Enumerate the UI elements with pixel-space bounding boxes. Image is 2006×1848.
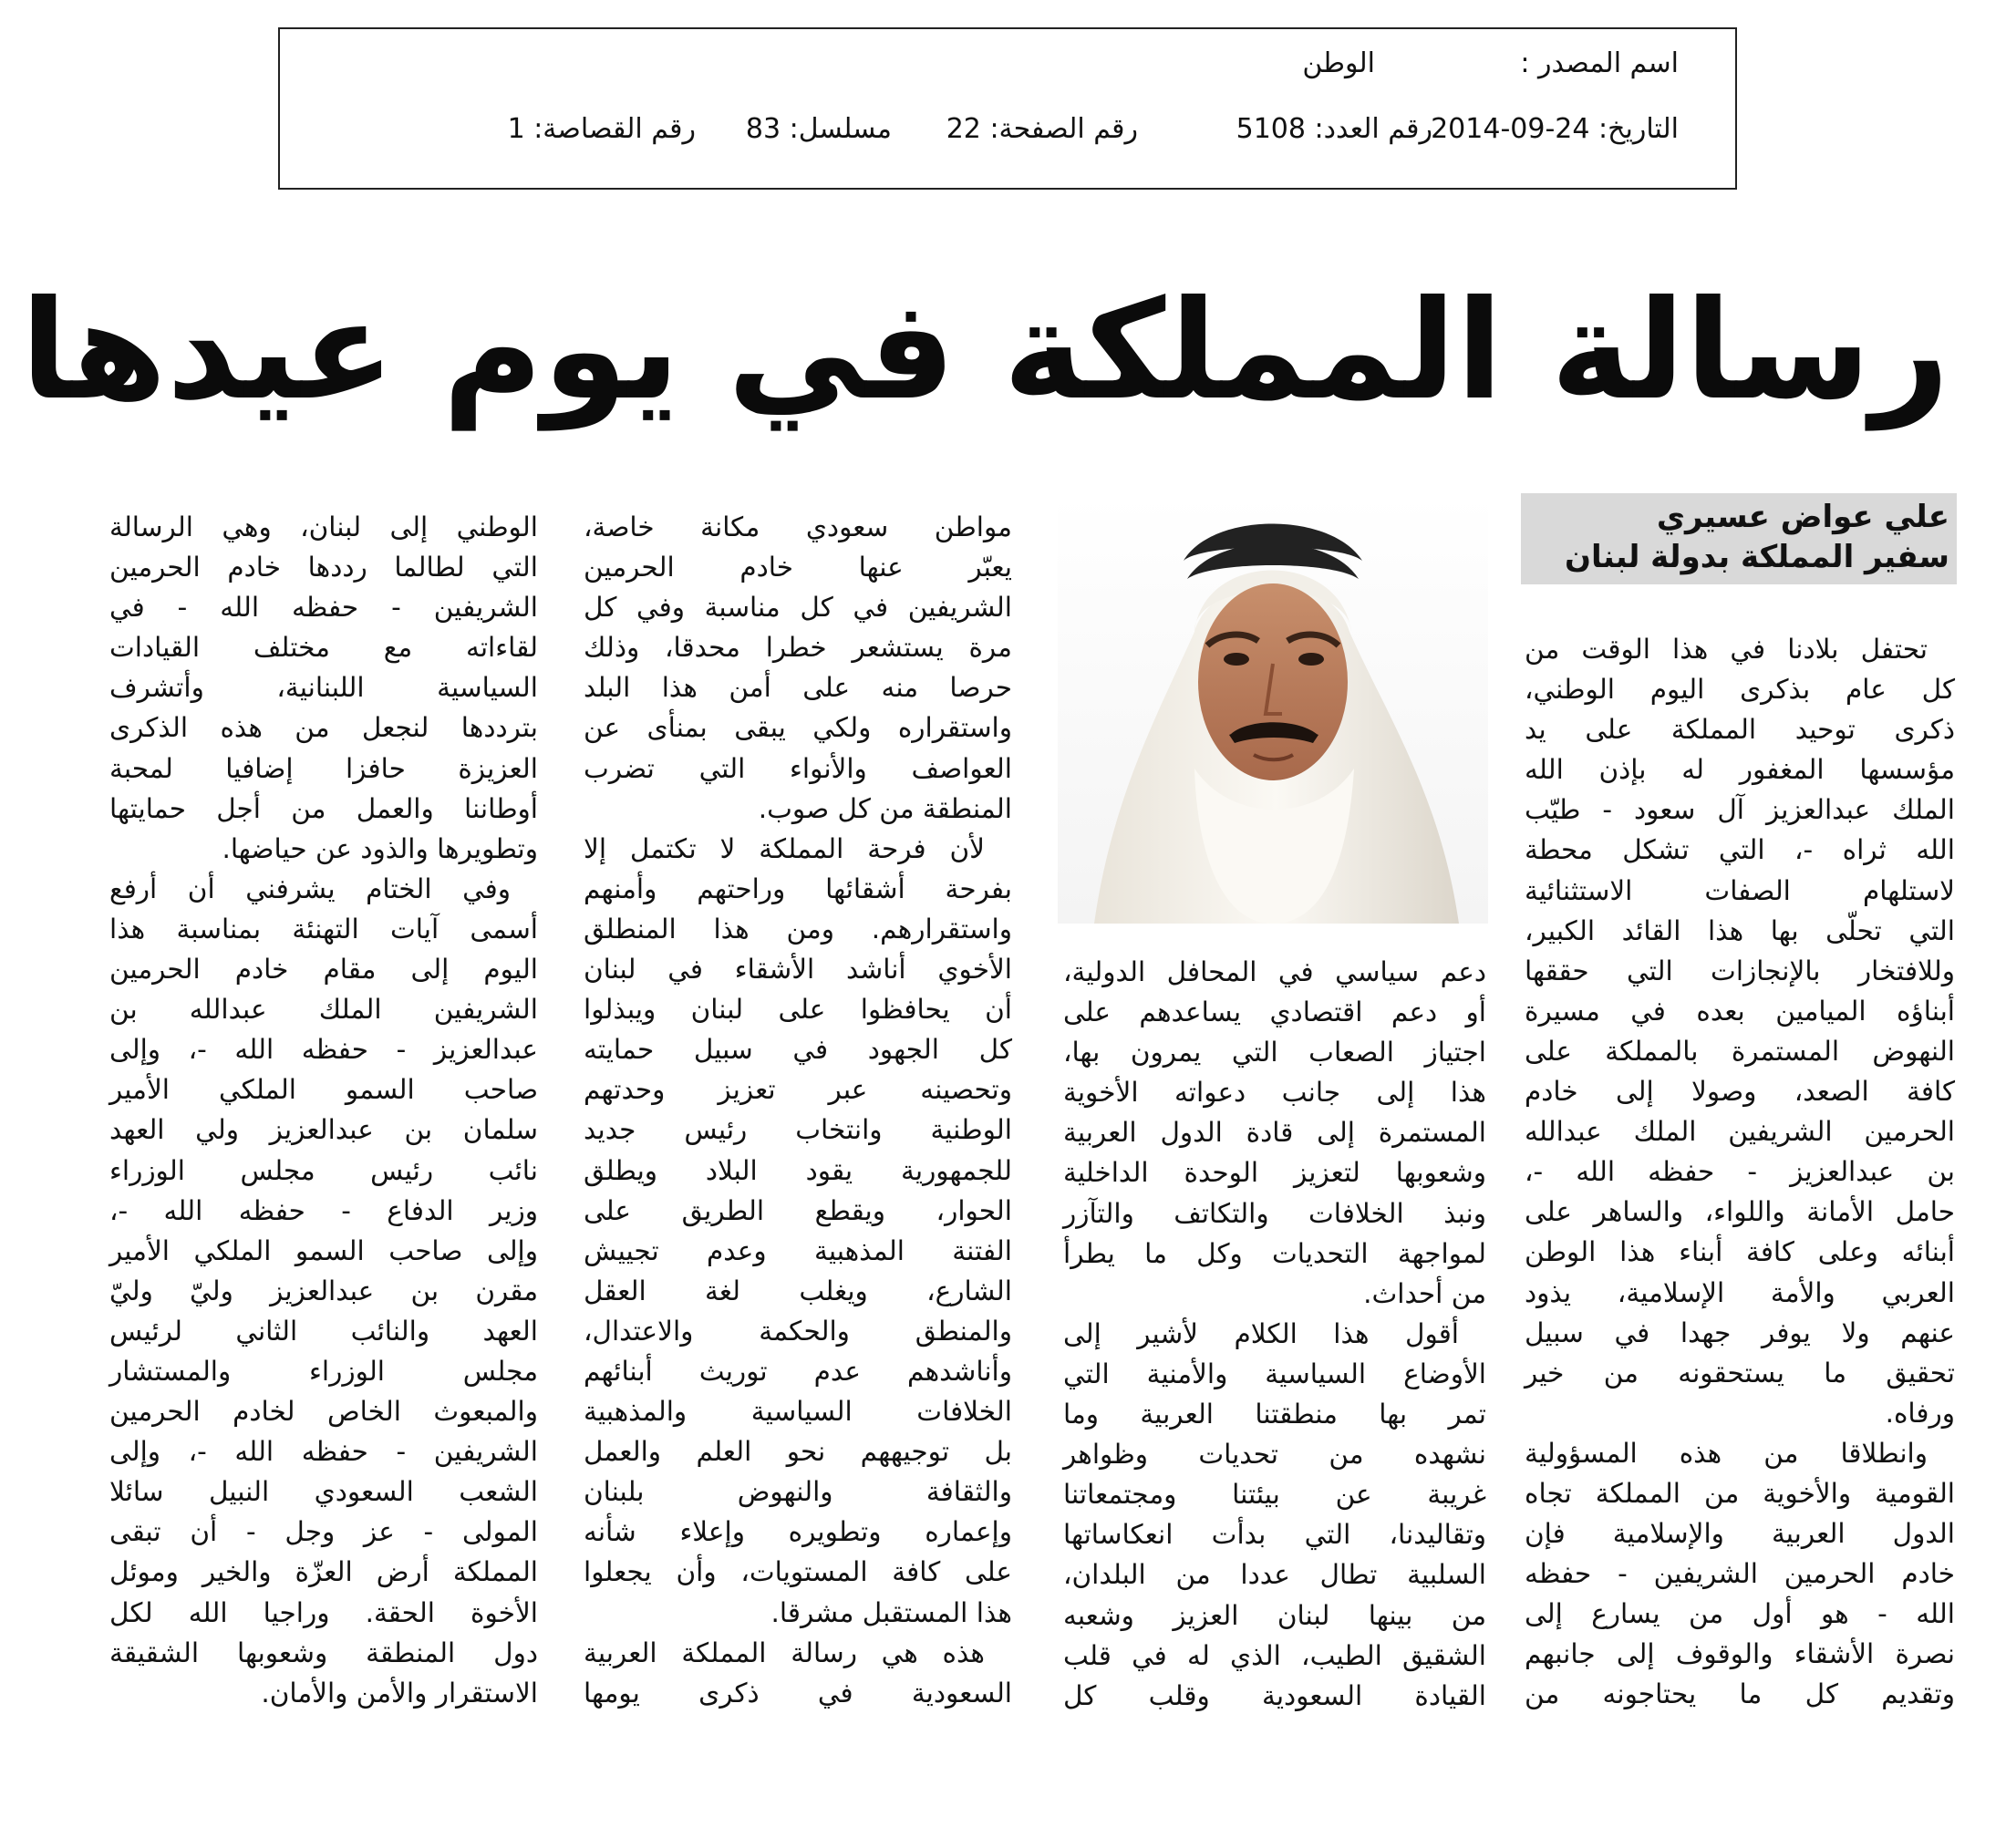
text-line: صاحب السمو الملكي الأمير <box>109 1074 538 1106</box>
text-line: لقاءاته مع مختلف القيادات <box>109 632 538 664</box>
text-line: وفي الختام يشرفني أن أرفع <box>109 872 511 904</box>
text-line: بن عبدالعزيز - حفظه الله -، <box>1525 1156 1955 1188</box>
text-line: واستقرارهم. ومن هذا المنطلق <box>584 913 1012 945</box>
text-line: تمر بها منطقتنا العربية وما <box>1063 1399 1486 1430</box>
text-line: خادم الحرمين الشريفين - حفظه <box>1525 1558 1955 1590</box>
author-photo <box>1058 495 1488 924</box>
text-line: عنهم ولا يوفر جهدا في سبيل <box>1525 1316 1955 1348</box>
text-line: غريبة عن بيئتنا ومجتمعاتنا <box>1063 1479 1486 1511</box>
text-line: اليوم إلى مقام خادم الحرمين <box>109 954 538 986</box>
text-line: عبدالعزيز - حفظه الله -، وإلى <box>109 1034 538 1066</box>
text-line: من أحداث. <box>1363 1277 1486 1309</box>
text-line: الشريفين - حفظه الله -، وإلى <box>109 1436 538 1468</box>
text-line: ذكرى توحيد المملكة على يد <box>1525 714 1955 746</box>
page-number: رقم الصفحة: 22 <box>946 113 1138 145</box>
clip-number: رقم القصاصة: 1 <box>507 113 696 145</box>
text-line: هذا إلى جانب دعواته الأخوية <box>1063 1077 1486 1109</box>
source-info-box <box>278 27 1737 190</box>
text-line: السعودية في ذكرى يومها <box>584 1677 1012 1709</box>
text-line: القومية والأخوية من المملكة تجاه <box>1525 1477 1955 1509</box>
text-line: دعم سياسي في المحافل الدولية، <box>1063 956 1486 987</box>
text-line: يعبّر عنها خادم الحرمين <box>584 552 1012 583</box>
article-column-2 <box>1063 952 1486 1716</box>
text-line: المنطقة من كل صوب. <box>758 792 1012 824</box>
text-line: وتقديم كل ما يحتاجونه من <box>1525 1678 1955 1710</box>
source-value: الوطن <box>1302 47 1375 79</box>
text-line: ورفاه. <box>1885 1397 1955 1429</box>
text-line: أوطاننا والعمل من أجل حمايتها <box>109 792 538 824</box>
text-line: والمبعوث الخاص لخادم الحرمين <box>109 1396 538 1428</box>
date-field: التاريخ: 24-09-2014 <box>1431 113 1679 145</box>
article-headline: رسالة المملكة في يوم عيدها <box>20 272 1949 430</box>
text-line: التي تحلّى بها هذا القائد الكبير، <box>1525 914 1955 946</box>
article-column-4 <box>109 507 538 1713</box>
text-line: الأوضاع السياسية والأمنية التي <box>1063 1358 1486 1389</box>
text-line: نشهده من تحديات وظواهر <box>1063 1439 1486 1471</box>
text-line: والثقافة والنهوض بلبنان <box>584 1476 1012 1508</box>
text-line: حامل الأمانة واللواء، والساهر على <box>1525 1196 1955 1228</box>
text-line: اجتياز الصعاب التي يمرون بها، <box>1063 1037 1486 1069</box>
text-line: تحقيق ما يستحقونه من خير <box>1525 1357 1955 1389</box>
text-line: مجلس الوزراء والمستشار <box>109 1355 538 1387</box>
text-line: مواطن سعودي مكانة خاصة، <box>584 511 1012 542</box>
text-line: من بينها لبنان العزيز وشعبه <box>1063 1599 1486 1631</box>
text-line: لأن فرحة المملكة لا تكتمل إلا <box>584 832 985 864</box>
text-line: الأخوي أناشد الأشقاء في لبنان <box>584 954 1012 986</box>
text-line: وللافتخار بالإنجازات التي حققها <box>1525 955 1955 986</box>
text-line: والمنطق والحكمة والاعتدال، <box>584 1315 1012 1347</box>
text-line: القيادة السعودية وقلب كل <box>1063 1679 1486 1711</box>
issue-number: رقم العدد: 5108 <box>1236 113 1432 145</box>
text-line: الشريفين في كل مناسبة وفي كل <box>584 592 1012 624</box>
text-line: العهد والنائب الثاني لرئيس <box>109 1315 538 1347</box>
text-line: نصرة الأشقاء والوقوف إلى جانبهم <box>1525 1638 1955 1670</box>
text-line: أقول هذا الكلام لأشير إلى <box>1063 1317 1459 1349</box>
text-line: على كافة المستويات، وأن يجعلوا <box>584 1556 1012 1588</box>
text-line: الاستقرار والأمن والأمان. <box>261 1677 538 1709</box>
text-line: أو دعم اقتصادي يساعدهم على <box>1063 996 1486 1028</box>
text-line: كل الجهود في سبيل حمايته <box>584 1034 1012 1066</box>
text-line: العزيزة حافزا إضافيا لمحبة <box>109 752 538 784</box>
text-line: مقرن بن عبدالعزيز وليّ وليّ <box>109 1275 538 1306</box>
text-line: وشعوبها لتعزيز الوحدة الداخلية <box>1063 1157 1486 1189</box>
byline-box <box>1521 493 1957 584</box>
text-line: الفتنة المذهبية وعدم تجييش <box>584 1234 1012 1266</box>
text-line: الوطني إلى لبنان، وهي الرسالة <box>109 511 538 542</box>
text-line: وإعماره وتطويره وإعلاء شأنه <box>584 1516 1012 1548</box>
text-line: مؤسسها المغفور له بإذن الله <box>1525 754 1955 786</box>
text-line: واستقراره ولكي يبقى بمنأى عن <box>584 712 1012 744</box>
text-line: الوطنية وانتخاب رئيس جديد <box>584 1114 1012 1146</box>
article-column-3 <box>584 507 1012 1713</box>
text-line: الحرمين الشريفين الملك عبدالله <box>1525 1116 1955 1148</box>
text-line: أبناؤه الميامين بعده في مسيرة <box>1525 995 1955 1027</box>
text-line: وتطويرها والذود عن حياضها. <box>222 832 538 864</box>
text-line: الأخوة الحقة. وراجيا الله لكل <box>109 1596 538 1628</box>
text-line: الشريفين الملك عبدالله بن <box>109 994 538 1026</box>
text-line: بل توجيههم نحو العلم والعمل <box>584 1436 1012 1468</box>
author-title: سفير المملكة بدولة لبنان <box>1565 539 1949 575</box>
text-line: وانطلاقا من هذه المسؤولية <box>1525 1437 1928 1469</box>
text-line: وأناشدهم عدم توريث أبنائهم <box>584 1355 1012 1387</box>
text-line: وتقاليدنا، التي بدأت انعكاساتها <box>1063 1519 1486 1551</box>
text-line: المولى - عز وجل - أن تبقى <box>109 1516 538 1548</box>
text-line: التي لطالما رددها خادم الحرمين <box>109 552 538 583</box>
text-line: الشقيق الطيب، الذي له في قلب <box>1063 1639 1486 1671</box>
text-line: ونبذ الخلافات والتكاتف والتآزر <box>1063 1197 1486 1229</box>
text-line: كل عام بذكرى اليوم الوطني، <box>1525 674 1955 706</box>
portrait-photo-icon <box>1058 495 1488 924</box>
text-line: كافة الصعد، وصولا إلى خادم <box>1525 1076 1955 1108</box>
text-line: حرصا منه على أمن هذا البلد <box>584 672 1012 704</box>
text-line: المستمرة إلى قادة الدول العربية <box>1063 1117 1486 1149</box>
text-line: لمواجهة التحديات وكل ما يطرأ <box>1063 1237 1486 1269</box>
text-line: بترددها لنجعل من هذه الذكرى <box>109 712 538 744</box>
author-name: علي عواض عسيري <box>1656 499 1949 535</box>
text-line: للجمهورية يقود البلاد ويطلق <box>584 1154 1012 1186</box>
text-line: الدول العربية والإسلامية فإن <box>1525 1518 1955 1550</box>
text-line: مرة يستشعر خطرا محدقا، وذلك <box>584 632 1012 664</box>
text-line: الشريفين - حفظه الله - في <box>109 592 538 624</box>
text-line: هذه هي رسالة المملكة العربية <box>584 1636 985 1668</box>
text-line: الله - هو أول من يسارع إلى <box>1525 1598 1955 1630</box>
text-line: وزير الدفاع - حفظه الله -، <box>109 1194 538 1226</box>
text-line: الشعب السعودي النبيل سائلا <box>109 1476 538 1508</box>
text-line: لاستلهام الصفات الاستثنائية <box>1525 874 1955 906</box>
text-line: العواصف والأنواء التي تضرب <box>584 752 1012 784</box>
text-line: السلبية تطال عددا من البلدان، <box>1063 1559 1486 1591</box>
text-line: الشارع، ويغلب لغة العقل <box>584 1275 1012 1306</box>
text-line: دول المنطقة وشعوبها الشقيقة <box>109 1636 538 1668</box>
text-line: نائب رئيس مجلس الوزراء <box>109 1154 538 1186</box>
text-line: الخلافات السياسية والمذهبية <box>584 1396 1012 1428</box>
text-line: العربي والأمة الإسلامية، يذود <box>1525 1276 1955 1308</box>
text-line: سلمان بن عبدالعزيز ولي العهد <box>109 1114 538 1146</box>
text-line: تحتفل بلادنا في هذا الوقت من <box>1525 634 1928 665</box>
text-line: أن يحافظوا على لبنان ويبذلوا <box>584 994 1012 1026</box>
text-line: وإلى صاحب السمو الملكي الأمير <box>109 1234 538 1266</box>
text-line: الملك عبدالعزيز آل سعود - طيّب <box>1525 794 1955 826</box>
text-line: وتحصينه عبر تعزيز وحدتهم <box>584 1074 1012 1106</box>
text-line: أبنائه وعلى كافة أبناء هذا الوطن <box>1525 1236 1955 1268</box>
text-line: المملكة أرض العزّة والخير وموئل <box>109 1556 538 1588</box>
text-line: السياسية اللبنانية، وأتشرف <box>109 672 538 704</box>
text-line: النهوض المستمرة بالمملكة على <box>1525 1035 1955 1067</box>
text-line: الله ثراه -، التي تشكل محطة <box>1525 834 1955 866</box>
text-line: بفرحة أشقائها وراحتهم وأمنهم <box>584 872 1012 904</box>
text-line: الحوار، ويقطع الطريق على <box>584 1194 1012 1226</box>
text-line: هذا المستقبل مشرقا. <box>770 1596 1012 1628</box>
text-line: أسمى آيات التهنئة بمناسبة هذا <box>109 913 538 945</box>
article-column-1 <box>1525 629 1955 1715</box>
serial-number: مسلسل: 83 <box>745 113 892 145</box>
source-label: اسم المصدر : <box>1520 47 1679 79</box>
